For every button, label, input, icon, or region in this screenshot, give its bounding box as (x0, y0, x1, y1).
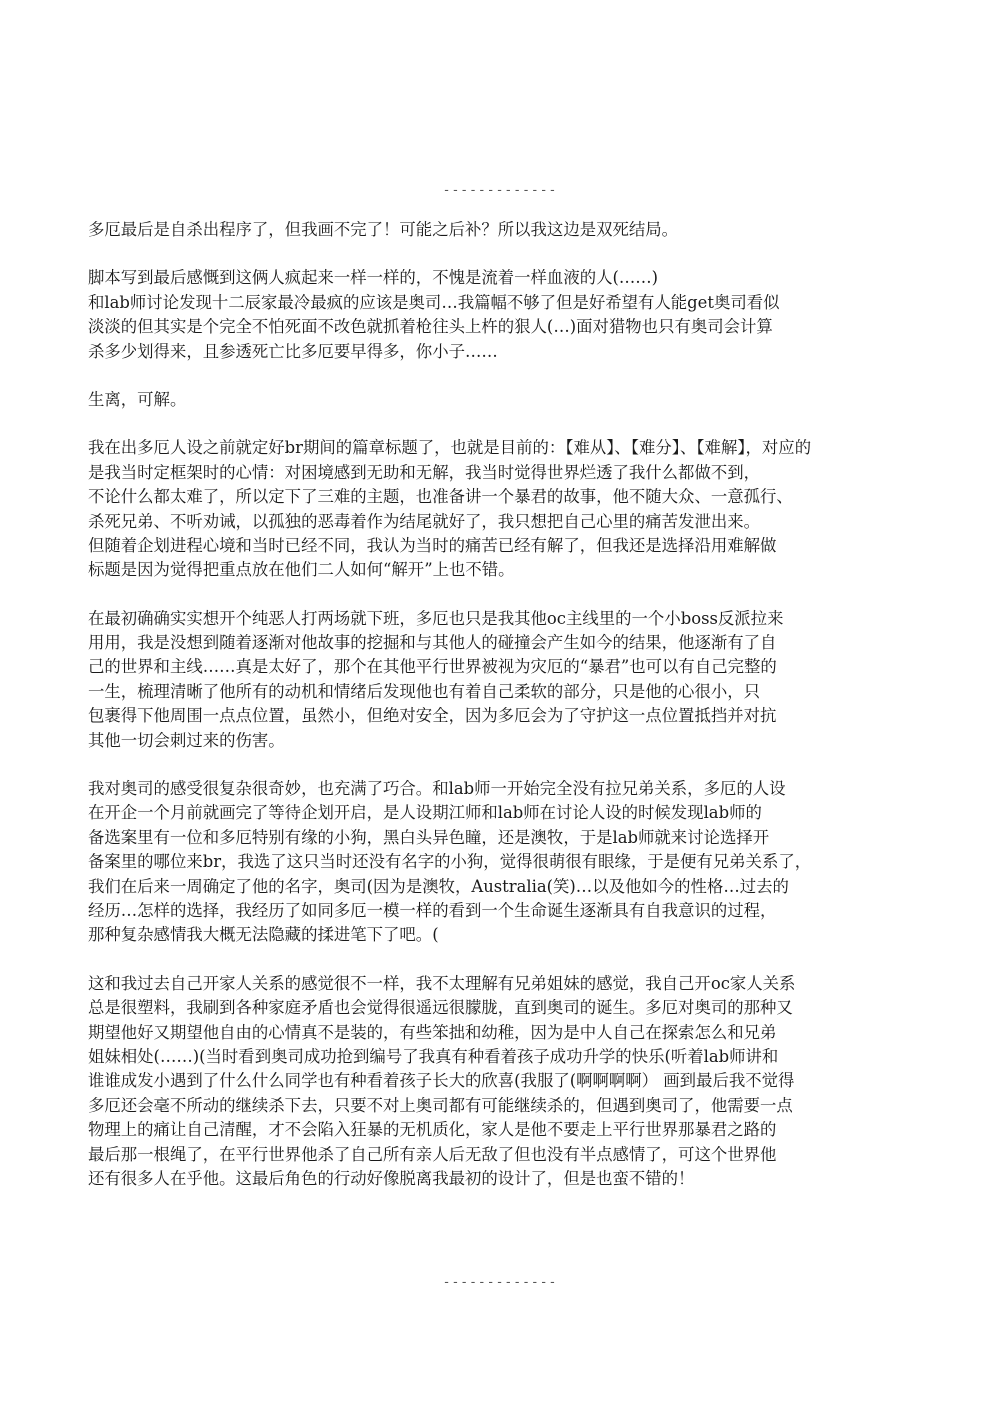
text-line: 期望他好又期望他自由的心情真不是装的，有些笨拙和幼稚，因为是中人自己在探索怎么和兄弟 (88, 1022, 777, 1042)
text-line: 和lab师讨论发现十二辰家最冷最疯的应该是奥司…我篇幅不够了但是好希望有人能get奥司看似 (88, 292, 780, 312)
text-line: 备选案里有一位和多厄特别有缘的小狗，黑白头异色瞳，还是澳牧，于是lab师就来讨论选择开 (88, 827, 770, 847)
text-line: 谁谁成发小遇到了什么什么同学也有种看着孩子长大的欣喜(我服了(啊啊啊啊） 画到最后我不觉得 (88, 1071, 795, 1091)
paragraph-7 (88, 972, 936, 1192)
text-line: 还有很多人在乎他。这最后角色的行动好像脱离我最初的设计了，但是也蛮不错的！ (88, 1168, 695, 1188)
bottom-divider: ------------- (442, 1275, 558, 1290)
text-line: 姐妹相处(……)(当时看到奥司成功抢到编号了我真有种看着孩子成功升学的快乐(听着lab师讲和 (88, 1046, 779, 1066)
text-line: 那种复杂感情我大概无法隐藏的揉进笔下了吧。( (88, 925, 439, 945)
text-line: 但随着企划进程心境和当时已经不同，我认为当时的痛苦已经有解了，但我还是选择沿用难解做 (88, 535, 777, 555)
text-line: 多厄最后是自杀出程序了，但我画不完了！可能之后补？所以我这边是双死结局。 (88, 220, 679, 239)
paragraph-2 (88, 266, 936, 364)
text-line: 一生，梳理清晰了他所有的动机和情绪后发现他也有着自己柔软的部分，只是他的心很小，只 (88, 681, 761, 701)
paragraph-4 (88, 436, 936, 582)
text-line: 我在出多厄人设之前就定好br期间的篇章标题了，也就是目前的：【难从】、【难分】、【难解】，对应的 (88, 438, 812, 458)
text-line: 标题是因为觉得把重点放在他们二人如何“解开”上也不错。 (88, 560, 515, 580)
text-line: 备案里的哪位来br，我选了这只当时还没有名字的小狗，觉得很萌很有眼缘，于是便有兄弟关系了， (88, 852, 812, 872)
text-line: 脚本写到最后感慨到这俩人疯起来一样一样的，不愧是流着一样血液的人(……) (88, 268, 659, 288)
text-line: 我对奥司的感受很复杂很奇妙，也充满了巧合。和lab师一开始完全没有拉兄弟关系，多厄的人设 (88, 779, 786, 799)
text-line: 杀多少划得来，且参透死亡比多厄要早得多，你小子…… (88, 341, 498, 361)
paragraph-3 (88, 388, 936, 412)
text-line: 在最初确确实实想开个纯恶人打两场就下班，多厄也只是我其他oc主线里的一个小boss反派拉来 (88, 608, 784, 628)
text-line: 物理上的痛让自己清醒，才不会陷入狂暴的无机质化，家人是他不要走上平行世界那暴君之路的 (88, 1120, 777, 1140)
text-line: 包裹得下他周围一点点位置，虽然小，但绝对安全，因为多厄会为了守护这一点位置抵挡并对抗 (88, 706, 777, 726)
text-line: 淡淡的但其实是个完全不怕死面不改色就抓着枪往头上杵的狠人(…)面对猎物也只有奥司会计算 (88, 317, 773, 337)
text-line: 生离，可解。 (88, 389, 187, 409)
top-divider: ------------- (442, 183, 558, 198)
text-line: 己的世界和主线……真是太好了，那个在其他平行世界被视为灾厄的“暴君”也可以有自己完整的 (88, 657, 777, 677)
paragraph-1 (88, 218, 936, 242)
paragraph-6 (88, 777, 936, 948)
text-line: 最后那一根绳了，在平行世界他杀了自己所有亲人后无敌了但也没有半点感情了，可这个世界他 (88, 1144, 777, 1164)
text-line: 在开企一个月前就画完了等待企划开启，是人设期江师和lab师在讨论人设的时候发现lab师的 (88, 803, 762, 823)
text-line: 我们在后来一周确定了他的名字，奥司(因为是澳牧，Australia(笑)…以及他如今的性格…过去的 (88, 876, 789, 896)
text-line: 这和我过去自己开家人关系的感觉很不一样，我不太理解有兄弟姐妹的感觉，我自己开oc家人关系 (88, 973, 796, 993)
afterword-text (88, 218, 936, 1215)
text-line: 经历…怎样的选择，我经历了如同多厄一模一样的看到一个生命诞生逐渐具有自我意识的过程， (88, 900, 777, 920)
text-line: 是我当时定框架时的心情：对困境感到无助和无解，我当时觉得世界烂透了我什么都做不到， (88, 462, 761, 482)
text-line: 总是很塑料，我刷到各种家庭矛盾也会觉得很遥远很朦胧，直到奥司的诞生。多厄对奥司的那种又 (88, 998, 793, 1018)
text-line: 其他一切会刺过来的伤害。 (88, 730, 285, 750)
text-line: 用用，我是没想到随着逐渐对他故事的挖掘和与其他人的碰撞会产生如今的结果，他逐渐有了自 (88, 633, 777, 653)
text-line: 不论什么都太难了，所以定下了三难的主题，也准备讲一个暴君的故事，他不随大众、一意孤行、 (88, 487, 793, 507)
text-line: 杀死兄弟、不听劝诫，以孤独的恶毒着作为结尾就好了，我只想把自己心里的痛苦发泄出来。 (88, 511, 761, 531)
text-line: 多厄还会毫不所动的继续杀下去，只要不对上奥司都有可能继续杀的，但遇到奥司了，他需要一点 (88, 1095, 793, 1115)
paragraph-5 (88, 607, 936, 753)
